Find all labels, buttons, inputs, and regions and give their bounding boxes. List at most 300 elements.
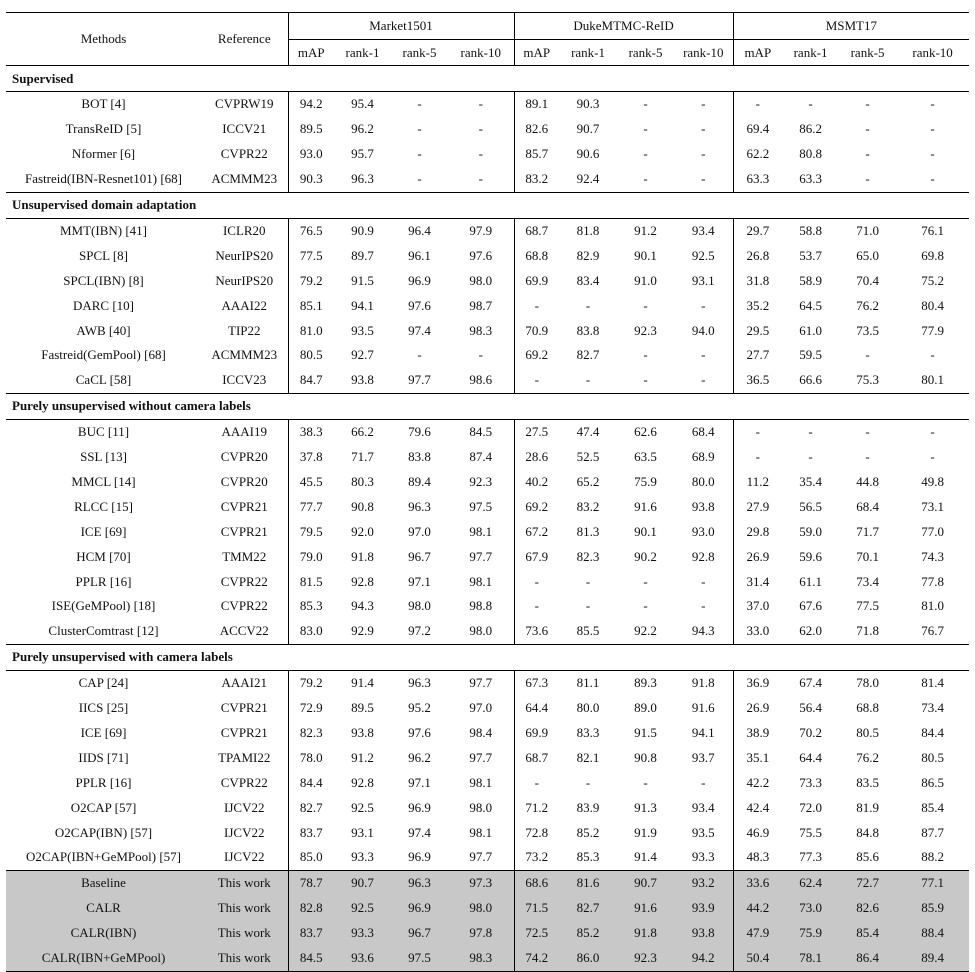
value-cell: 85.2 <box>559 921 617 946</box>
value-cell: 97.9 <box>469 223 493 238</box>
value-cell: 90.8 <box>351 498 374 514</box>
value-cell: 89.4 <box>408 474 431 490</box>
value-cell: 67.2 <box>514 519 559 544</box>
value-cell: 93.4 <box>691 223 715 238</box>
value-cell: - <box>643 573 648 589</box>
value-cell: 97.7 <box>469 548 493 564</box>
reference-cell: NeurIPS20 <box>215 247 274 263</box>
value-cell: - <box>701 171 706 187</box>
value-cell: - <box>643 146 648 162</box>
value-cell: 82.7 <box>288 795 334 820</box>
value-cell: 35.2 <box>733 293 782 318</box>
table-row <box>6 142 969 167</box>
value-cell: 90.2 <box>634 548 657 564</box>
value-cell: 91.4 <box>351 675 374 691</box>
reference-cell: CVPR21 <box>220 498 268 514</box>
value-cell: 93.1 <box>691 272 715 288</box>
value-cell: 35.1 <box>733 745 782 770</box>
value-cell: 69.9 <box>514 721 559 746</box>
value-cell: 96.3 <box>408 675 431 691</box>
value-cell: 83.2 <box>514 167 559 192</box>
value-cell: 98.7 <box>469 297 493 313</box>
results-table-container <box>6 12 969 972</box>
value-cell: 85.9 <box>896 896 969 921</box>
method-cell: IIDS [71] <box>78 749 129 765</box>
value-cell: 89.0 <box>634 700 657 716</box>
value-cell: 82.7 <box>559 896 617 921</box>
value-cell: - <box>701 372 706 388</box>
reference-cell: CVPR22 <box>220 774 268 790</box>
value-cell: 11.2 <box>733 470 782 495</box>
value-cell: 92.4 <box>576 171 600 187</box>
value-cell: 98.3 <box>448 946 514 971</box>
value-cell: 44.8 <box>856 474 879 490</box>
value-cell: 91.6 <box>691 700 715 716</box>
method-cell: CaCL [58] <box>75 372 132 388</box>
value-cell: 94.3 <box>351 598 374 614</box>
value-cell: 63.5 <box>634 449 657 465</box>
value-cell: 70.2 <box>799 725 822 741</box>
value-cell: 97.5 <box>469 498 493 514</box>
value-cell: 97.6 <box>408 297 431 313</box>
value-cell: 97.7 <box>408 372 431 388</box>
value-cell: 80.3 <box>351 474 374 490</box>
dataset-header-msmt: MSMT17 <box>733 13 969 40</box>
value-cell: - <box>865 424 870 440</box>
table-row <box>6 167 969 192</box>
reference-cell: CVPR22 <box>220 598 268 614</box>
metric-header: mAP <box>288 40 334 66</box>
value-cell: 90.9 <box>351 223 374 238</box>
value-cell: 90.3 <box>576 96 600 112</box>
value-cell: 95.2 <box>408 700 431 716</box>
table-row <box>6 946 969 971</box>
method-cell: ISE(GeMPool) [18] <box>51 598 156 614</box>
value-cell: 76.5 <box>288 218 334 243</box>
value-cell: 83.0 <box>288 619 334 644</box>
value-cell: 77.7 <box>288 494 334 519</box>
value-cell: 92.8 <box>351 573 374 589</box>
section-header-row <box>6 644 969 670</box>
value-cell: 70.9 <box>514 318 559 343</box>
table-row <box>6 544 969 569</box>
value-cell: 26.8 <box>733 243 782 268</box>
value-cell: 96.3 <box>408 498 431 514</box>
value-cell: 91.2 <box>634 223 657 238</box>
reference-cell: This work <box>201 946 288 971</box>
value-cell: 66.6 <box>799 372 822 388</box>
section-title: Purely unsupervised without camera labels <box>6 393 969 419</box>
value-cell: 97.4 <box>408 824 431 840</box>
value-cell: 82.3 <box>576 548 600 564</box>
value-cell: 81.9 <box>856 799 879 815</box>
value-cell: - <box>930 171 935 187</box>
value-cell: 97.7 <box>469 849 493 865</box>
value-cell: 71.8 <box>856 623 879 639</box>
value-cell: 97.1 <box>408 774 431 790</box>
value-cell: - <box>701 598 706 614</box>
value-cell: 90.7 <box>617 870 674 895</box>
metric-header: rank-10 <box>896 40 969 66</box>
value-cell: 82.9 <box>576 247 600 263</box>
value-cell: 84.5 <box>469 424 493 440</box>
value-cell: 89.7 <box>351 247 374 263</box>
value-cell: 82.1 <box>576 749 600 765</box>
value-cell: 93.8 <box>351 372 374 388</box>
value-cell: 61.0 <box>799 322 822 338</box>
method-cell: SPCL(IBN) [8] <box>63 272 144 288</box>
value-cell: - <box>478 347 483 363</box>
value-cell: 98.1 <box>469 523 493 539</box>
value-cell: 38.9 <box>733 721 782 746</box>
value-cell: - <box>865 347 870 363</box>
method-cell: RLCC [15] <box>74 498 133 514</box>
value-cell: 82.6 <box>514 117 559 142</box>
value-cell: 93.3 <box>351 849 374 865</box>
reference-cell: This work <box>201 896 288 921</box>
value-cell: 93.5 <box>691 824 715 840</box>
value-cell: 27.5 <box>514 419 559 444</box>
value-cell: 90.1 <box>634 523 657 539</box>
value-cell: 62.0 <box>799 623 822 639</box>
value-cell: 83.4 <box>576 272 600 288</box>
reference-cell: AAAI21 <box>221 675 267 691</box>
value-cell: 65.2 <box>576 474 600 490</box>
value-cell: 75.3 <box>856 372 879 388</box>
value-cell: 97.7 <box>469 749 493 765</box>
value-cell: 75.9 <box>782 921 839 946</box>
table-row <box>6 117 969 142</box>
value-cell: 68.6 <box>514 870 559 895</box>
value-cell: 76.2 <box>856 297 879 313</box>
value-cell: 27.7 <box>733 343 782 368</box>
value-cell: 92.3 <box>617 946 674 971</box>
method-cell: SPCL [8] <box>79 247 128 263</box>
value-cell: 68.9 <box>691 449 715 465</box>
reference-cell: AAAI22 <box>221 297 267 313</box>
value-cell: 97.1 <box>408 573 431 589</box>
value-cell: 70.1 <box>856 548 879 564</box>
value-cell: 93.9 <box>674 896 733 921</box>
value-cell: 93.0 <box>691 523 715 539</box>
value-cell: 77.5 <box>288 243 334 268</box>
value-cell: 93.6 <box>334 946 391 971</box>
value-cell: 61.1 <box>799 573 822 589</box>
value-cell: 69.8 <box>921 247 944 263</box>
value-cell: 84.4 <box>921 725 944 741</box>
value-cell: 96.9 <box>408 849 431 865</box>
value-cell: 42.2 <box>733 770 782 795</box>
value-cell: 94.1 <box>691 725 715 741</box>
value-cell: - <box>514 569 559 594</box>
value-cell: - <box>478 121 483 137</box>
value-cell: 92.7 <box>351 347 374 363</box>
value-cell: 81.4 <box>921 675 944 691</box>
value-cell: 97.4 <box>408 322 431 338</box>
value-cell: 91.4 <box>634 849 657 865</box>
reference-cell: ICCV21 <box>222 121 267 137</box>
table-row <box>6 569 969 594</box>
value-cell: 85.5 <box>576 623 600 639</box>
value-cell: - <box>514 770 559 795</box>
value-cell: 77.8 <box>921 573 944 589</box>
value-cell: 79.6 <box>408 424 431 440</box>
value-cell: - <box>585 573 591 589</box>
value-cell: - <box>585 598 591 614</box>
reference-cell: IJCV22 <box>224 799 265 815</box>
value-cell: 82.7 <box>576 347 600 363</box>
value-cell: 83.3 <box>576 725 600 741</box>
value-cell: 90.8 <box>634 749 657 765</box>
value-cell: 80.8 <box>799 146 822 162</box>
value-cell: - <box>514 368 559 393</box>
value-cell: 29.8 <box>733 519 782 544</box>
value-cell: 91.9 <box>634 824 657 840</box>
value-cell: 80.5 <box>921 749 944 765</box>
value-cell: - <box>643 774 648 790</box>
method-cell: BUC [11] <box>77 424 130 440</box>
value-cell: 64.4 <box>514 696 559 721</box>
value-cell: 37.0 <box>733 594 782 619</box>
value-cell: - <box>733 419 782 444</box>
value-cell: 46.9 <box>733 820 782 845</box>
table-row <box>6 870 969 895</box>
value-cell: 35.4 <box>799 474 822 490</box>
value-cell: 62.2 <box>733 142 782 167</box>
value-cell: 94.0 <box>691 322 715 338</box>
value-cell: 71.5 <box>514 896 559 921</box>
value-cell: 33.6 <box>733 870 782 895</box>
table-row <box>6 721 969 746</box>
method-cell: ICE [69] <box>80 725 127 741</box>
value-cell: 81.0 <box>921 598 944 614</box>
table-row <box>6 368 969 393</box>
value-cell: 98.1 <box>469 824 493 840</box>
method-cell: Fastreid(GemPool) [68] <box>41 347 166 363</box>
value-cell: 91.6 <box>617 896 674 921</box>
results-body <box>6 66 969 972</box>
table-row <box>6 519 969 544</box>
table-row <box>6 745 969 770</box>
value-cell: 68.4 <box>856 498 879 514</box>
table-row <box>6 845 969 870</box>
metric-header: rank-5 <box>391 40 448 66</box>
method-cell: O2CAP(IBN) [57] <box>54 824 153 840</box>
value-cell: 89.1 <box>514 92 559 117</box>
reference-cell: ACMMM23 <box>211 347 278 363</box>
value-cell: 89.4 <box>896 946 969 971</box>
value-cell: 47.9 <box>733 921 782 946</box>
value-cell: 90.7 <box>576 121 600 137</box>
value-cell: 64.4 <box>799 749 822 765</box>
section-title: Supervised <box>6 66 969 92</box>
value-cell: 49.8 <box>921 474 944 490</box>
value-cell: - <box>643 121 648 137</box>
value-cell: 81.8 <box>576 223 600 238</box>
value-cell: - <box>643 347 648 363</box>
methods-header: Methods <box>6 13 201 66</box>
value-cell: 71.7 <box>351 449 374 465</box>
table-row <box>6 293 969 318</box>
value-cell: 73.0 <box>782 896 839 921</box>
table-row <box>6 318 969 343</box>
value-cell: 98.1 <box>469 774 493 790</box>
value-cell: 92.5 <box>334 896 391 921</box>
value-cell: 93.8 <box>351 725 374 741</box>
value-cell: 58.9 <box>799 272 822 288</box>
value-cell: 97.0 <box>469 700 493 716</box>
value-cell: 29.7 <box>733 218 782 243</box>
value-cell: 91.5 <box>351 272 374 288</box>
value-cell: - <box>514 293 559 318</box>
value-cell: 29.5 <box>733 318 782 343</box>
value-cell: 70.4 <box>856 272 879 288</box>
value-cell: 71.0 <box>856 223 879 238</box>
value-cell: 72.0 <box>799 799 822 815</box>
table-row <box>6 419 969 444</box>
value-cell: 69.2 <box>514 494 559 519</box>
value-cell: 81.3 <box>576 523 600 539</box>
value-cell: - <box>585 774 591 790</box>
value-cell: 83.5 <box>856 774 879 790</box>
value-cell: 77.1 <box>896 870 969 895</box>
value-cell: 77.9 <box>921 322 944 338</box>
value-cell: - <box>701 146 706 162</box>
value-cell: 73.4 <box>921 700 944 716</box>
method-cell: HCM [70] <box>76 548 131 564</box>
value-cell: 91.8 <box>691 675 715 691</box>
value-cell: 52.5 <box>576 449 600 465</box>
reference-header: Reference <box>201 13 288 66</box>
reference-cell: CVPRW19 <box>214 96 274 112</box>
value-cell: - <box>930 146 935 162</box>
value-cell: 97.5 <box>391 946 448 971</box>
method-cell: SSL [13] <box>80 449 127 465</box>
value-cell: 68.4 <box>691 424 715 440</box>
value-cell: 82.3 <box>288 721 334 746</box>
value-cell: 89.3 <box>634 675 657 691</box>
value-cell: 80.0 <box>691 474 715 490</box>
value-cell: 81.5 <box>288 569 334 594</box>
value-cell: 96.9 <box>408 799 431 815</box>
value-cell: 91.8 <box>617 921 674 946</box>
value-cell: 90.3 <box>288 167 334 192</box>
value-cell: 79.2 <box>288 268 334 293</box>
value-cell: 68.7 <box>514 745 559 770</box>
reference-cell: ICCV23 <box>222 372 267 388</box>
value-cell: 83.9 <box>576 799 600 815</box>
table-row <box>6 921 969 946</box>
reference-cell: TMM22 <box>222 548 267 564</box>
value-cell: - <box>865 121 870 137</box>
method-cell: ClusterComtrast [12] <box>48 623 159 639</box>
value-cell: 96.9 <box>391 896 448 921</box>
table-row <box>6 470 969 495</box>
value-cell: - <box>865 449 870 465</box>
method-cell: CALR <box>6 896 201 921</box>
metric-header: rank-5 <box>839 40 896 66</box>
value-cell: 85.3 <box>288 594 334 619</box>
value-cell: 36.9 <box>733 670 782 695</box>
value-cell: 86.4 <box>839 946 896 971</box>
value-cell: 73.1 <box>921 498 944 514</box>
value-cell: 96.2 <box>408 749 431 765</box>
value-cell: 72.8 <box>514 820 559 845</box>
value-cell: - <box>930 121 935 137</box>
table-row <box>6 494 969 519</box>
value-cell: 28.6 <box>514 445 559 470</box>
value-cell: 71.2 <box>514 795 559 820</box>
value-cell: 72.9 <box>288 696 334 721</box>
value-cell: 86.2 <box>799 121 822 137</box>
value-cell: 78.0 <box>288 745 334 770</box>
value-cell: 56.4 <box>799 700 822 716</box>
value-cell: 98.0 <box>469 623 493 639</box>
value-cell: 90.6 <box>576 146 600 162</box>
value-cell: - <box>701 121 706 137</box>
value-cell: - <box>701 347 706 363</box>
value-cell: 58.8 <box>799 223 822 238</box>
value-cell: 83.2 <box>576 498 600 514</box>
value-cell: 27.9 <box>733 494 782 519</box>
value-cell: 73.2 <box>514 845 559 870</box>
value-cell: 78.7 <box>288 870 334 895</box>
reference-cell: CVPR20 <box>220 449 268 465</box>
value-cell: 87.7 <box>921 824 944 840</box>
value-cell: - <box>733 445 782 470</box>
table-row <box>6 594 969 619</box>
reference-cell: CVPR22 <box>220 146 268 162</box>
value-cell: 59.6 <box>799 548 822 564</box>
value-cell: 42.4 <box>733 795 782 820</box>
value-cell: 77.5 <box>856 598 879 614</box>
value-cell: 85.2 <box>576 824 600 840</box>
value-cell: 92.3 <box>469 474 493 490</box>
method-cell: Baseline <box>6 870 201 895</box>
reference-cell: ACMMM23 <box>211 171 278 187</box>
value-cell: 80.1 <box>921 372 944 388</box>
table-row <box>6 343 969 368</box>
value-cell: - <box>808 424 813 440</box>
value-cell: - <box>585 297 591 313</box>
value-cell: 72.7 <box>839 870 896 895</box>
value-cell: 67.6 <box>799 598 822 614</box>
reference-cell: This work <box>201 921 288 946</box>
value-cell: 93.8 <box>674 921 733 946</box>
value-cell: 93.2 <box>674 870 733 895</box>
reference-cell: NeurIPS20 <box>215 272 274 288</box>
value-cell: - <box>417 96 422 112</box>
value-cell: 88.4 <box>896 921 969 946</box>
value-cell: 86.0 <box>559 946 617 971</box>
results-table <box>6 12 969 972</box>
value-cell: 98.1 <box>469 573 493 589</box>
value-cell: 93.8 <box>691 498 715 514</box>
value-cell: 82.6 <box>839 896 896 921</box>
value-cell: - <box>643 96 648 112</box>
value-cell: - <box>417 121 422 137</box>
value-cell: 90.7 <box>334 870 391 895</box>
value-cell: 48.3 <box>733 845 782 870</box>
value-cell: 62.4 <box>782 870 839 895</box>
table-row <box>6 619 969 644</box>
section-title: Purely unsupervised with camera labels <box>6 644 969 670</box>
method-cell: Nformer [6] <box>71 146 136 162</box>
value-cell: 93.4 <box>691 799 715 815</box>
value-cell: 31.8 <box>733 268 782 293</box>
table-row <box>6 820 969 845</box>
method-cell: ICE [69] <box>80 523 127 539</box>
